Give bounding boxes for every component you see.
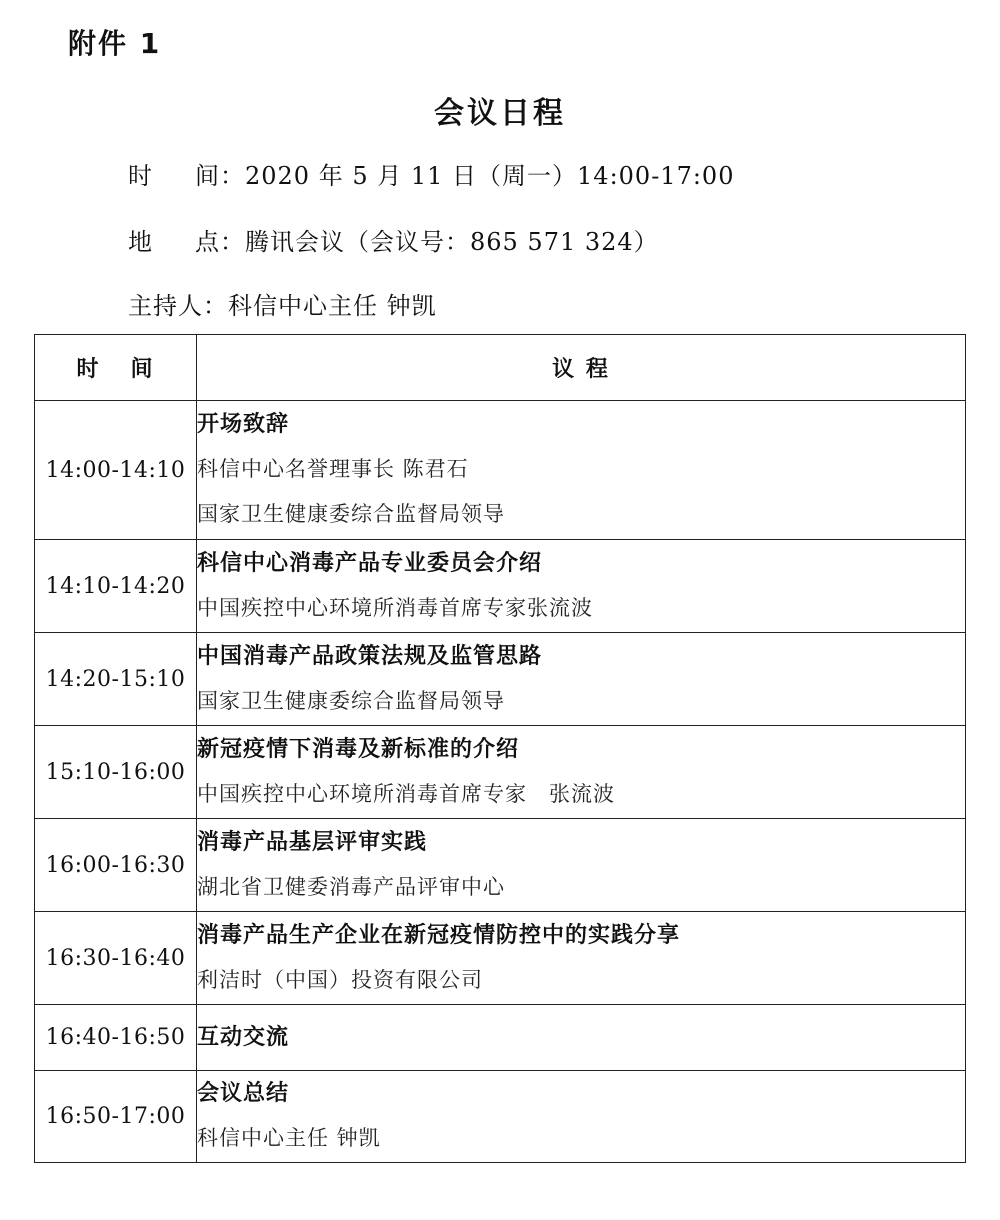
row-time: 16:30-16:40 [35, 912, 197, 1005]
header-agenda: 议 程 [197, 335, 966, 401]
agenda-header-row [35, 335, 966, 401]
row-time: 16:00-16:30 [35, 819, 197, 912]
row-agenda [197, 633, 966, 726]
table-row [35, 912, 966, 1005]
row-time: 16:40-16:50 [35, 1005, 197, 1071]
attachment-label: 附件 1 [68, 27, 162, 60]
table-row [35, 401, 966, 540]
row-speaker: 利洁时（中国）投资有限公司 [197, 967, 483, 992]
time-label-second: 间： [195, 162, 245, 190]
agenda-table [34, 334, 966, 1163]
row-agenda [197, 819, 966, 912]
row-topic: 新冠疫情下消毒及新标准的介绍 [197, 736, 520, 762]
row-speaker: 湖北省卫健委消毒产品评审中心 [197, 874, 505, 899]
place-label-second: 点： [195, 228, 245, 256]
row-time: 14:10-14:20 [35, 540, 197, 633]
meeting-host-line [128, 286, 437, 321]
row-topic: 消毒产品基层评审实践 [197, 829, 428, 855]
row-topic: 中国消毒产品政策法规及监管思路 [197, 643, 543, 669]
table-row [35, 726, 966, 819]
table-row [35, 1071, 966, 1163]
table-row [35, 1005, 966, 1071]
table-row [35, 633, 966, 726]
row-speaker: 中国疾控中心环境所消毒首席专家张流波 [197, 595, 593, 620]
row-time: 15:10-16:00 [35, 726, 197, 819]
table-row [35, 819, 966, 912]
host-value: 科信中心主任 钟凯 [228, 292, 437, 320]
time-value: 2020 年 5 月 11 日（周一）14:00-17:00 [245, 162, 735, 190]
row-agenda [197, 1005, 966, 1071]
meeting-place-line [128, 222, 659, 257]
time-label-first: 时 [128, 162, 153, 190]
row-agenda [197, 912, 966, 1005]
row-time: 14:20-15:10 [35, 633, 197, 726]
row-time: 14:00-14:10 [35, 401, 197, 540]
place-value: 腾讯会议（会议号：865 571 324） [245, 228, 659, 256]
row-time: 16:50-17:00 [35, 1071, 197, 1163]
row-speaker: 国家卫生健康委综合监督局领导 [197, 688, 505, 713]
row-agenda [197, 726, 966, 819]
row-agenda [197, 401, 966, 540]
row-agenda [197, 1071, 966, 1163]
row-topic: 科信中心消毒产品专业委员会介绍 [197, 550, 543, 576]
host-label: 主持人： [128, 292, 228, 320]
row-topic: 会议总结 [197, 1081, 290, 1106]
row-speaker: 科信中心主任 钟凯 [197, 1126, 381, 1150]
header-time: 时 间 [35, 335, 197, 401]
table-row [35, 540, 966, 633]
document-title: 会议日程 [434, 96, 566, 131]
row-topic: 互动交流 [197, 1024, 290, 1050]
row-speaker: 国家卫生健康委综合监督局领导 [197, 502, 505, 526]
row-topic: 开场致辞 [197, 412, 290, 437]
row-speaker: 科信中心名誉理事长 陈君石 [197, 457, 469, 481]
row-agenda [197, 540, 966, 633]
meeting-time-line [128, 156, 734, 191]
row-speaker: 中国疾控中心环境所消毒首席专家 张流波 [197, 781, 615, 806]
row-topic: 消毒产品生产企业在新冠疫情防控中的实践分享 [197, 922, 681, 948]
place-label-first: 地 [128, 228, 153, 256]
